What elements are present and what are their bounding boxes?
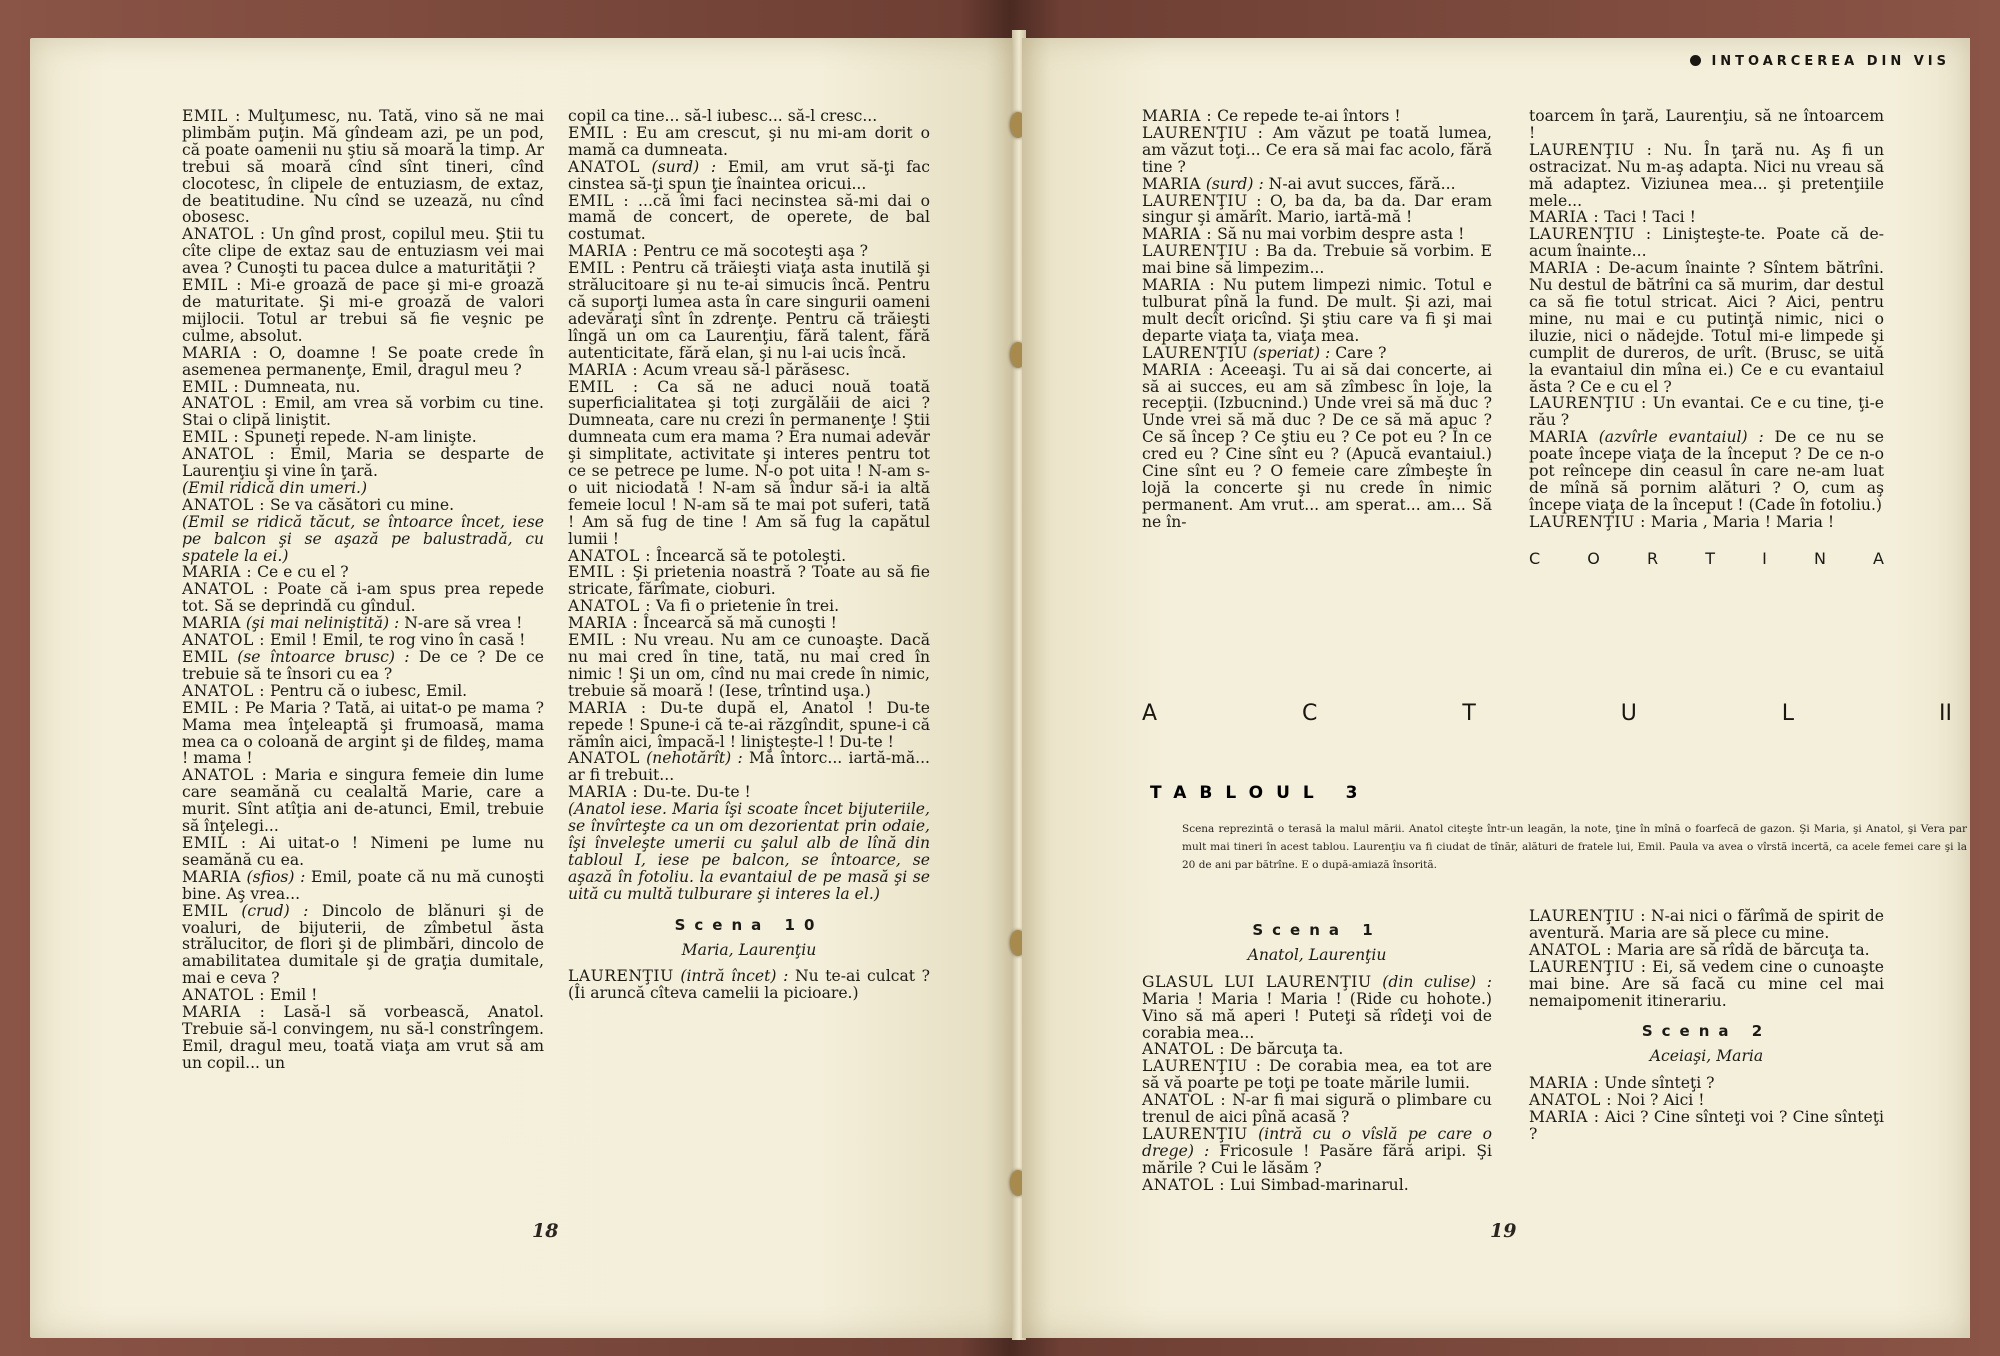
running-header: INTOARCEREA DIN VIS xyxy=(1690,54,1950,69)
dialogue-line xyxy=(1142,362,1492,531)
dialogue-text: Am văzut pe toată lumea, am văzut toţi... Ce era să mai fac acolo, fără tine ? xyxy=(1142,123,1492,176)
speaker-name: LAURENŢIU : xyxy=(1529,140,1653,159)
speaker-name: ANATOL : xyxy=(182,495,266,514)
right-column-2 xyxy=(1529,108,1884,568)
dialogue-line xyxy=(1142,974,1492,1042)
speaker-name: ANATOL : xyxy=(182,631,266,650)
left-page xyxy=(30,38,1016,1338)
speaker-direction: (nehotărît) : xyxy=(639,749,743,768)
dialogue-line xyxy=(568,750,930,784)
dialogue-text: Ba da. Trebuie să vorbim. E mai bine să limpezim... xyxy=(1142,242,1492,278)
dialogue-line xyxy=(1529,514,1884,531)
dialogue-line xyxy=(1529,1092,1884,1109)
speaker-name: MARIA : xyxy=(182,1003,266,1022)
speaker-name: ANATOL : xyxy=(1142,1091,1227,1110)
stage-direction: (Emil se ridică tăcut, se întoarce încet, iese pe balcon şi se aşază pe balustradă, cu spatele la ei.) xyxy=(182,512,544,565)
dialogue-line xyxy=(182,429,544,446)
curtain-letter: T xyxy=(1705,548,1715,568)
dialogue-line xyxy=(182,683,544,700)
speaker-name: ANATOL : xyxy=(182,766,268,785)
dialogue-line xyxy=(1142,226,1492,243)
dialogue-line xyxy=(1529,429,1884,514)
dialogue-line xyxy=(1142,1177,1492,1194)
right-column-1 xyxy=(1142,108,1492,531)
dialogue-line xyxy=(568,564,930,598)
speaker-name: MARIA xyxy=(1529,428,1588,447)
speaker-name: LAURENŢIU : xyxy=(1529,225,1652,244)
speaker-name: ANATOL : xyxy=(182,394,268,413)
speaker-name: EMIL : xyxy=(182,276,243,295)
dialogue-line xyxy=(1529,108,1884,142)
dialogue-text: Nu vreau. Nu am ce cunoaşte. Dacă nu mai cred în tine, tată, nu mai cred în nimic ! Şi un om, cînd nu mai crede în nimic, trebuie să moară ! (Iese, trîntind uşa.) xyxy=(568,631,930,700)
dialogue-line xyxy=(568,362,930,379)
speaker-direction: (surd) : xyxy=(639,157,717,176)
dialogue-text: De bărcuţa ta. xyxy=(1225,1040,1344,1059)
dialogue-text: De ce ? De ce trebuie să te însori cu ea ? xyxy=(182,648,545,683)
act-heading xyxy=(1142,701,1952,726)
dialogue-line xyxy=(182,903,544,988)
dialogue-text: Pe Maria ? Tată, ai uitat-o pe mama ? Mama mea înţeleaptă şi frumoasă, mama mea ca o coloană de argint şi de fildeş, mama ! mama ! xyxy=(182,698,545,768)
dialogue-line xyxy=(1142,277,1492,345)
right-column-3 xyxy=(1142,908,1492,1194)
dialogue-text: Taci ! Taci ! xyxy=(1599,208,1696,227)
speaker-name: LAURENŢIU : xyxy=(1142,242,1261,261)
speaker-name: ANATOL : xyxy=(182,445,276,464)
speaker-name: LAURENŢIU : xyxy=(1529,512,1646,531)
dialogue-text: Încearcă să mă cunoşti ! xyxy=(638,614,837,633)
speaker-name: EMIL xyxy=(182,648,228,666)
speaker-name: MARIA : xyxy=(1529,208,1600,227)
dialogue-line xyxy=(568,159,930,193)
dialogue-text: De corabia mea, ea tot are să vă poarte pe toţi pe toate mările lumii. xyxy=(1142,1057,1492,1093)
dialogue-line xyxy=(182,632,544,649)
dialogue-line xyxy=(1142,1126,1492,1177)
dialogue-line xyxy=(182,108,544,226)
page-number-left: 18 xyxy=(532,1220,559,1242)
speaker-name: ANATOL : xyxy=(182,986,266,1005)
dialogue-line xyxy=(182,345,544,379)
dialogue-line xyxy=(568,632,930,700)
speaker-name: EMIL : xyxy=(182,428,240,447)
speaker-direction: (azvîrle evantaiul) : xyxy=(1587,428,1764,447)
dialogue-line xyxy=(1142,243,1492,277)
right-column-4 xyxy=(1529,908,1884,1143)
dialogue-text: Ca să ne aduci nouă toată superficialitatea şi toţi zurgălăii de aici ? Dumneata, care nu crezi în permanenţe ! Ştii dumneata cum era mama ? Era numai adevăr şi simplitate, activitate şi interes pentru tot ce se petrece pe lume. N-o pot uita ! N-am s-o uit niciodată ! N-am să îndur să-i ia altă femeie locul ! N-am să te mai pot suferi, tată ! Am să fug de tine ! Am să fug la capătul lumii ! xyxy=(568,377,930,548)
curtain-letter: O xyxy=(1587,548,1600,568)
dialogue-line xyxy=(182,1004,544,1072)
dialogue-text: Ce e cu el ? xyxy=(252,563,349,582)
speaker-name: ANATOL : xyxy=(1142,1175,1226,1194)
speaker-direction: (se întoarce brusc) : xyxy=(227,648,410,666)
dialogue-text: Noi ? Aici ! xyxy=(1612,1091,1705,1110)
curtain-letter: N xyxy=(1813,548,1826,568)
speaker-name: ANATOL xyxy=(568,157,640,176)
curtain-letter: I xyxy=(1762,548,1767,568)
dialogue-text: Emil, Maria se desparte de Laurenţiu şi vine în ţară. xyxy=(182,445,544,481)
speaker-direction: (din culise) : xyxy=(1371,972,1492,991)
scene-heading: Scena 1 xyxy=(1252,921,1382,939)
speaker-name: ANATOL : xyxy=(1529,1091,1613,1110)
speaker-name: EMIL : xyxy=(568,631,627,650)
speaker-name: EMIL : xyxy=(182,377,240,396)
speaker-direction: (sfios) : xyxy=(240,867,306,886)
dialogue-text: Va fi o prietenie în trei. xyxy=(651,597,840,616)
scene-cast: Anatol, Laurenţiu xyxy=(1247,945,1387,964)
dialogue-text: Du-te după el, Anatol ! Du-te repede ! Spune-i că te-ai răzgîndit, spune-i că rămîn aici, împacă-l ! liniştește-l ! Du-te ! xyxy=(568,698,930,751)
dialogue-text: O, ba da, ba da. Dar eram singur şi amărît. Mario, iartă-mă ! xyxy=(1142,191,1492,227)
dialogue-text: Să nu mai vorbim despre asta ! xyxy=(1212,225,1465,244)
speaker-name: ANATOL : xyxy=(182,225,266,244)
dialogue-text: Dumneata, nu. xyxy=(239,377,361,396)
dialogue-text: Mulţumesc, nu. Tată, vino să ne mai plimbăm puţin. Mă gîndeam azi, pe un pod, că poate oamenii nu ştiu să moară la timp. Ar trebui să moară cînd sînt tineri, cînd clocotesc, în clipele de entuziasm, de extaz, de beatitudine. Nu cînd se uzează, nu cînd obosesc. xyxy=(182,107,545,227)
dialogue-line xyxy=(182,379,544,396)
stage-direction: (Emil ridică din umeri.) xyxy=(182,478,368,497)
dialogue-line xyxy=(182,446,544,480)
dialogue-text: Spuneţi repede. N-am linişte. xyxy=(239,428,477,447)
dialogue-text: Unde sînteţi ? xyxy=(1599,1074,1715,1093)
dialogue-text: Nu putem limpezi nimic. Totul e tulburat pînă la fund. De mult. Şi azi, mai mult decît oricînd. Şi ştiu care va fi şi mai departe viaţa ta, viaţa mea. xyxy=(1142,276,1492,345)
dialogue-line xyxy=(1529,1109,1884,1143)
speaker-name: ANATOL : xyxy=(1142,1040,1226,1059)
speaker-name: EMIL : xyxy=(568,259,627,278)
speaker-direction: (şi mai neliniştită) : xyxy=(240,614,400,633)
dialogue-text: De-acum înainte ? Sîntem bătrîni. Nu destul de bătrîni ca să murim, dar destul ca să fie totul stricat. Aici ? Aici, pentru mine, nu mai e cu putinţă nimic, nici o iluzie, nici o nădejde. Totul mi-e limpede şi cumplit de dureros, de urît. (Brusc, se uită la evantaiul din mîna ei.) Ce e cu evantaiul ăsta ? Ce e cu el ? xyxy=(1529,259,1884,396)
dialogue-text: Ai uitat-o ! Nimeni pe lume nu seamănă cu ea. xyxy=(182,833,545,869)
dialogue-text: N-are să vrea ! xyxy=(399,614,523,633)
speaker-name: MARIA : xyxy=(1529,1108,1600,1127)
speaker-name: MARIA : xyxy=(568,614,639,633)
dialogue-text: N-ai nici o fărîmă de spirit de aventură. Maria are să plece cu mine. xyxy=(1529,907,1884,942)
speaker-direction: (crud) : xyxy=(227,901,309,920)
dialogue-line xyxy=(182,497,544,514)
speaker-name: MARIA : xyxy=(568,698,647,717)
speaker-name: ANATOL : xyxy=(568,597,652,616)
dialogue-line xyxy=(182,226,544,277)
dialogue-line xyxy=(182,869,544,903)
scene-cast: Aceiaşi, Maria xyxy=(1649,1047,1764,1066)
dialogue-line xyxy=(182,987,544,1004)
speaker-name: EMIL : xyxy=(568,563,627,582)
speaker-name: LAURENŢIU : xyxy=(1529,957,1647,976)
dialogue-text: Mă întorc... iartă-mă... ar fi trebuit... xyxy=(568,749,931,785)
dialogue-text: Nu te-ai culcat ? (Îi aruncă cîteva camelii la picioare.) xyxy=(568,967,930,1003)
speaker-name: LAURENŢIU xyxy=(568,967,674,986)
dialogue-line xyxy=(1529,395,1884,429)
act-letter: U xyxy=(1620,701,1637,726)
dialogue-line xyxy=(182,564,544,581)
dialogue-text: Lasă-l să vorbească, Anatol. Trebuie să-l convingem, nu să-l constrîngem. Emil, dragul meu, toată viaţa am vrut să am un copil... un xyxy=(182,1003,544,1072)
speaker-name: LAURENŢIU : xyxy=(1529,907,1646,925)
dialogue-text: Emil, poate că nu mă cunoşti bine. Aş vrea... xyxy=(182,867,544,903)
speaker-name: ANATOL xyxy=(568,749,640,768)
dialogue-line xyxy=(182,649,544,683)
speaker-name: EMIL : xyxy=(568,123,629,142)
dialogue-text: Emil, am vrea să vorbim cu tine. Stai o clipă liniştit. xyxy=(182,394,544,430)
dialogue-text: ...că îmi faci necinstea să-mi dai o mamă de concert, de operete, de bal costumat. xyxy=(568,191,930,244)
dialogue-line xyxy=(1529,226,1884,260)
speaker-name: MARIA : xyxy=(1529,1074,1600,1093)
speaker-name: LAURENŢIU : xyxy=(1142,1057,1262,1076)
dialogue-line xyxy=(568,379,930,548)
bullet-icon xyxy=(1690,55,1701,66)
dialogue-text: Maria are să rîdă de bărcuţa ta. xyxy=(1612,940,1870,959)
dialogue-line xyxy=(182,581,544,615)
dialogue-line xyxy=(1529,260,1884,395)
dialogue-line xyxy=(568,598,930,615)
dialogue-text: Un gînd prost, copilul meu. Ştii tu cîte clipe de extaz sau de entuziasm vei mai avea ? Cunoşti tu pacea dulce a maturităţii ? xyxy=(182,225,544,278)
dialogue-text: Dincolo de blănuri şi de voaluri, de bijuterii, de zîmbetul ăsta strălucitor, de flori şi de plimbări, dincolo de amabilitatea dumitale şi de graţia dumitale, mai e ceva ? xyxy=(182,901,544,988)
dialogue-text: Eu am crescut, şi nu mi-am dorit o mamă ca dumneata. xyxy=(568,123,930,159)
page-number-right: 19 xyxy=(1490,1220,1517,1242)
dialogue-line xyxy=(182,700,544,768)
dialogue-text: copil ca tine... să-l iubesc... să-l cresc... xyxy=(568,107,878,125)
speaker-direction: (surd) : xyxy=(1200,174,1264,193)
dialogue-line xyxy=(1529,959,1884,1010)
dialogue-text: N-ai avut succes, fără... xyxy=(1263,174,1456,193)
speaker-name: MARIA xyxy=(182,614,241,633)
speaker-direction: (intră încet) : xyxy=(673,967,789,986)
dialogue-line xyxy=(1529,908,1884,942)
dialogue-text: Lui Simbad-marinarul. xyxy=(1225,1175,1409,1194)
dialogue-text: Linişteşte-te. Poate că de-acum înainte... xyxy=(1529,225,1884,261)
dialogue-line xyxy=(1529,1075,1884,1092)
speaker-name: ANATOL : xyxy=(1529,940,1613,959)
speaker-name: MARIA xyxy=(182,867,241,886)
speaker-name: MARIA : xyxy=(568,783,639,802)
dialogue-text: Ce repede te-ai întors ! xyxy=(1212,107,1401,125)
scene-heading: Scena 2 xyxy=(1641,1022,1772,1041)
dialogue-text: Emil, am vrut să-ţi fac cinstea să-ţi spun ţie înaintea oricui... xyxy=(568,157,930,193)
speaker-name: MARIA : xyxy=(1142,225,1213,244)
dialogue-text: Ei, să vedem cine o cunoaşte mai bine. Are să facă cu mine cel mai nemaipomenit itinerariu. xyxy=(1529,957,1884,1010)
speaker-name: EMIL xyxy=(182,901,228,920)
speaker-name: MARIA : xyxy=(1529,259,1602,278)
dialogue-text: Pentru ce mă socoteşti aşa ? xyxy=(638,242,868,261)
dialogue-text: Poate că i-am spus prea repede tot. Să se deprindă cu gîndul. xyxy=(182,580,544,616)
dialogue-text: Şi prietenia noastră ? Toate au să fie stricate, fărîmate, cioburi. xyxy=(568,563,931,599)
act-letter: A xyxy=(1142,701,1158,726)
speaker-name: EMIL : xyxy=(182,833,247,852)
dialogue-line xyxy=(1529,942,1884,959)
dialogue-line xyxy=(1142,345,1492,362)
dialogue-line xyxy=(568,108,930,125)
tableau-heading: TABLOUL 3 xyxy=(1150,783,1371,803)
dialogue-line xyxy=(568,784,930,801)
dialogue-line xyxy=(182,277,544,345)
dialogue-text: De ce nu se poate începe viaţa de la început ? De ce n-o pot reîncepe din ceasul în care ne-am luat de mînă să pornim alături ? O, cum aş începe viaţa de la început ! (Cade în fotoliu.) xyxy=(1529,428,1885,514)
dialogue-text: N-ar fi mai sigură o plimbare cu trenul de aici pînă acasă ? xyxy=(1142,1091,1492,1127)
speaker-name: EMIL : xyxy=(182,698,240,717)
speaker-name: MARIA : xyxy=(1142,360,1214,379)
dialogue-text: toarcem în ţară, Laurenţiu, să ne întoarcem ! xyxy=(1529,107,1884,142)
dialogue-line xyxy=(568,700,930,751)
dialogue-line xyxy=(568,615,930,632)
speaker-name: ANATOL : xyxy=(182,580,269,599)
dialogue-text: Mi-e groază de pace şi mi-e groază de maturitate. Şi mi-e groază de valori mijlocii. Totul ar trebui să fie veşnic pe culme, absolut. xyxy=(182,276,545,345)
left-column-1 xyxy=(182,108,544,1072)
dialogue-text: Maria e singura femeie din lume care seamănă cu cealaltă Marie, care a murit. Sînt atîţia ani de-atunci, Emil, trebuie să înţelegi... xyxy=(182,766,544,836)
dialogue-line xyxy=(1142,125,1492,176)
speaker-name: ANATOL : xyxy=(182,681,266,700)
right-page xyxy=(1022,38,1970,1338)
act-letter: II xyxy=(1938,701,1952,726)
dialogue-line xyxy=(568,125,930,159)
speaker-name: MARIA : xyxy=(568,360,639,379)
dialogue-line xyxy=(182,395,544,429)
speaker-direction: (intră cu o vîslă pe care o drege) : xyxy=(1142,1124,1492,1160)
dialogue-text: Aceeaşi. Tu ai să dai concerte, ai să ai succes, eu am să zîmbesc în loje, la recepţii. (Izbucnind.) Unde vrei să mă duc ? Unde vrei să mă duc ? De ce să mă apuc ? Ce să încep ? Ce ştiu eu ? Ce pot eu ? În ce cred eu ? Cine sînt eu ? (Apucă evantaiul.) Cine sînt eu ? O femeie care zîmbeşte în lojă la concerte şi nu crede în nimic permanent. Am vrut... am sperat... am... Să ne în- xyxy=(1142,360,1492,531)
dialogue-text: Pentru că o iubesc, Emil. xyxy=(265,681,468,700)
scene-cast: Maria, Laurenţiu xyxy=(681,940,817,959)
speaker-name: MARIA : xyxy=(1142,276,1216,295)
dialogue-line xyxy=(1142,1058,1492,1092)
speaker-name: MARIA : xyxy=(1142,107,1213,125)
speaker-direction: (speriat) : xyxy=(1247,343,1331,362)
dialogue-line xyxy=(568,193,930,244)
act-letter: C xyxy=(1302,701,1318,726)
dialogue-text: Nu. În ţară nu. Aş fi un ostracizat. Nu m-aş adapta. Nici nu vreau să mă adaptez. Viziunea mea... şi pretenţiile mele... xyxy=(1529,140,1884,210)
dialogue-line xyxy=(568,243,930,260)
speaker-name: EMIL : xyxy=(182,107,241,125)
dialogue-line xyxy=(568,260,930,361)
dialogue-text: O, doamne ! Se poate crede în asemenea permanenţe, Emil, dragul meu ? xyxy=(182,343,544,379)
speaker-name: EMIL : xyxy=(568,377,639,396)
dialogue-line xyxy=(568,548,930,565)
speaker-name: MARIA xyxy=(1142,174,1201,193)
dialogue-text: Pentru că trăieşti viaţa asta inutilă şi strălucitoare şi nu te-ai simucis încă. Pentru că suporţi lumea asta în care singurii oameni adevăraţi sînt în zdrenţe. Pentru că trăieşti lîngă un om ca Laurenţiu, fără talent, fără autenticitate, fără elan, şi nu l-ai ucis încă. xyxy=(568,259,930,362)
dialogue-line xyxy=(182,767,544,835)
speaker-name: GLASUL LUI LAURENŢIU xyxy=(1142,972,1372,991)
dialogue-text: Se va căsători cu mine. xyxy=(265,495,455,514)
speaker-name: LAURENŢIU xyxy=(1142,343,1248,362)
stage-setting: Scena reprezintă o terasă la malul mării. Anatol citeşte într-un leagăn, la note, ţine în mînă o foarfecă de gazon. Şi Maria, şi Anatol, şi Vera par mult mai tineri în acest tablou. Laurenţiu va fi ciudat de tînăr, alături de fratele lui, Emil. Paula va avea o vîrstă incertă, ca acele femei care şi la 20 de ani par bătrîne. E o după-amiază însorită. xyxy=(1182,823,1967,871)
dialogue-line xyxy=(568,968,930,1002)
speaker-name: MARIA : xyxy=(182,563,253,582)
speaker-name: MARIA : xyxy=(568,242,639,261)
dialogue-line xyxy=(1142,1041,1492,1058)
dialogue-text: Aici ? Cine sînteţi voi ? Cine sînteţi ? xyxy=(1529,1108,1884,1143)
dialogue-text: Un evantai. Ce e cu tine, ţi-e rău ? xyxy=(1529,394,1884,430)
act-letter: T xyxy=(1462,701,1476,726)
curtain-text xyxy=(1529,548,1884,568)
dialogue-text: Încearcă să te potoleşti. xyxy=(651,546,847,565)
dialogue-text: Emil ! Emil, te rog vino în casă ! xyxy=(265,631,526,650)
dialogue-line xyxy=(182,615,544,632)
dialogue-text: Maria , Maria ! Maria ! xyxy=(1645,512,1835,531)
left-column-2 xyxy=(568,108,930,1002)
speaker-name: LAURENŢIU xyxy=(1142,1124,1248,1143)
curtain-letter: R xyxy=(1646,548,1659,568)
speaker-name: MARIA : xyxy=(182,343,259,362)
curtain-letter: C xyxy=(1529,548,1541,568)
dialogue-text: Du-te. Du-te ! xyxy=(638,783,751,802)
curtain-letter: A xyxy=(1873,548,1884,568)
dialogue-line xyxy=(1529,142,1884,210)
dialogue-line xyxy=(182,835,544,869)
dialogue-text: Fricosule ! Pasăre fără aripi. Şi mările ? Cui le lăsăm ? xyxy=(1142,1141,1492,1177)
speaker-name: ANATOL : xyxy=(568,546,652,565)
dialogue-line xyxy=(1142,108,1492,125)
scene-heading: Scena 10 xyxy=(674,915,824,934)
dialogue-line xyxy=(1142,1092,1492,1126)
dialogue-line xyxy=(1142,193,1492,227)
act-letter: L xyxy=(1781,701,1795,726)
dialogue-line xyxy=(1529,209,1884,226)
dialogue-text: Emil ! xyxy=(265,986,318,1005)
stage-direction: (Anatol iese. Maria îşi scoate încet bijuteriile, se învîrteşte ca un om dezorientat prin odaie, îşi înveleşte umerii cu şalul alb de lînă din tabloul I, iese pe balcon, se întoarce, se aşază în fotoliu. la evantaiul de pe masă şi se uită cu multă tulburare şi interes la el.) xyxy=(568,800,930,903)
dialogue-text: Acum vreau să-l părăsesc. xyxy=(638,360,851,379)
speaker-name: EMIL : xyxy=(568,191,630,210)
dialogue-text: Maria ! Maria ! Maria ! (Ride cu hohote.) Vino să mă aperi ! Puteţi să rîdeţi voi de corabia mea... xyxy=(1142,989,1492,1042)
speaker-name: LAURENŢIU : xyxy=(1142,191,1262,210)
dialogue-text: Care ? xyxy=(1330,343,1387,362)
dialogue-line xyxy=(1142,176,1492,193)
speaker-name: LAURENŢIU : xyxy=(1142,123,1264,142)
speaker-name: LAURENŢIU : xyxy=(1529,394,1647,413)
